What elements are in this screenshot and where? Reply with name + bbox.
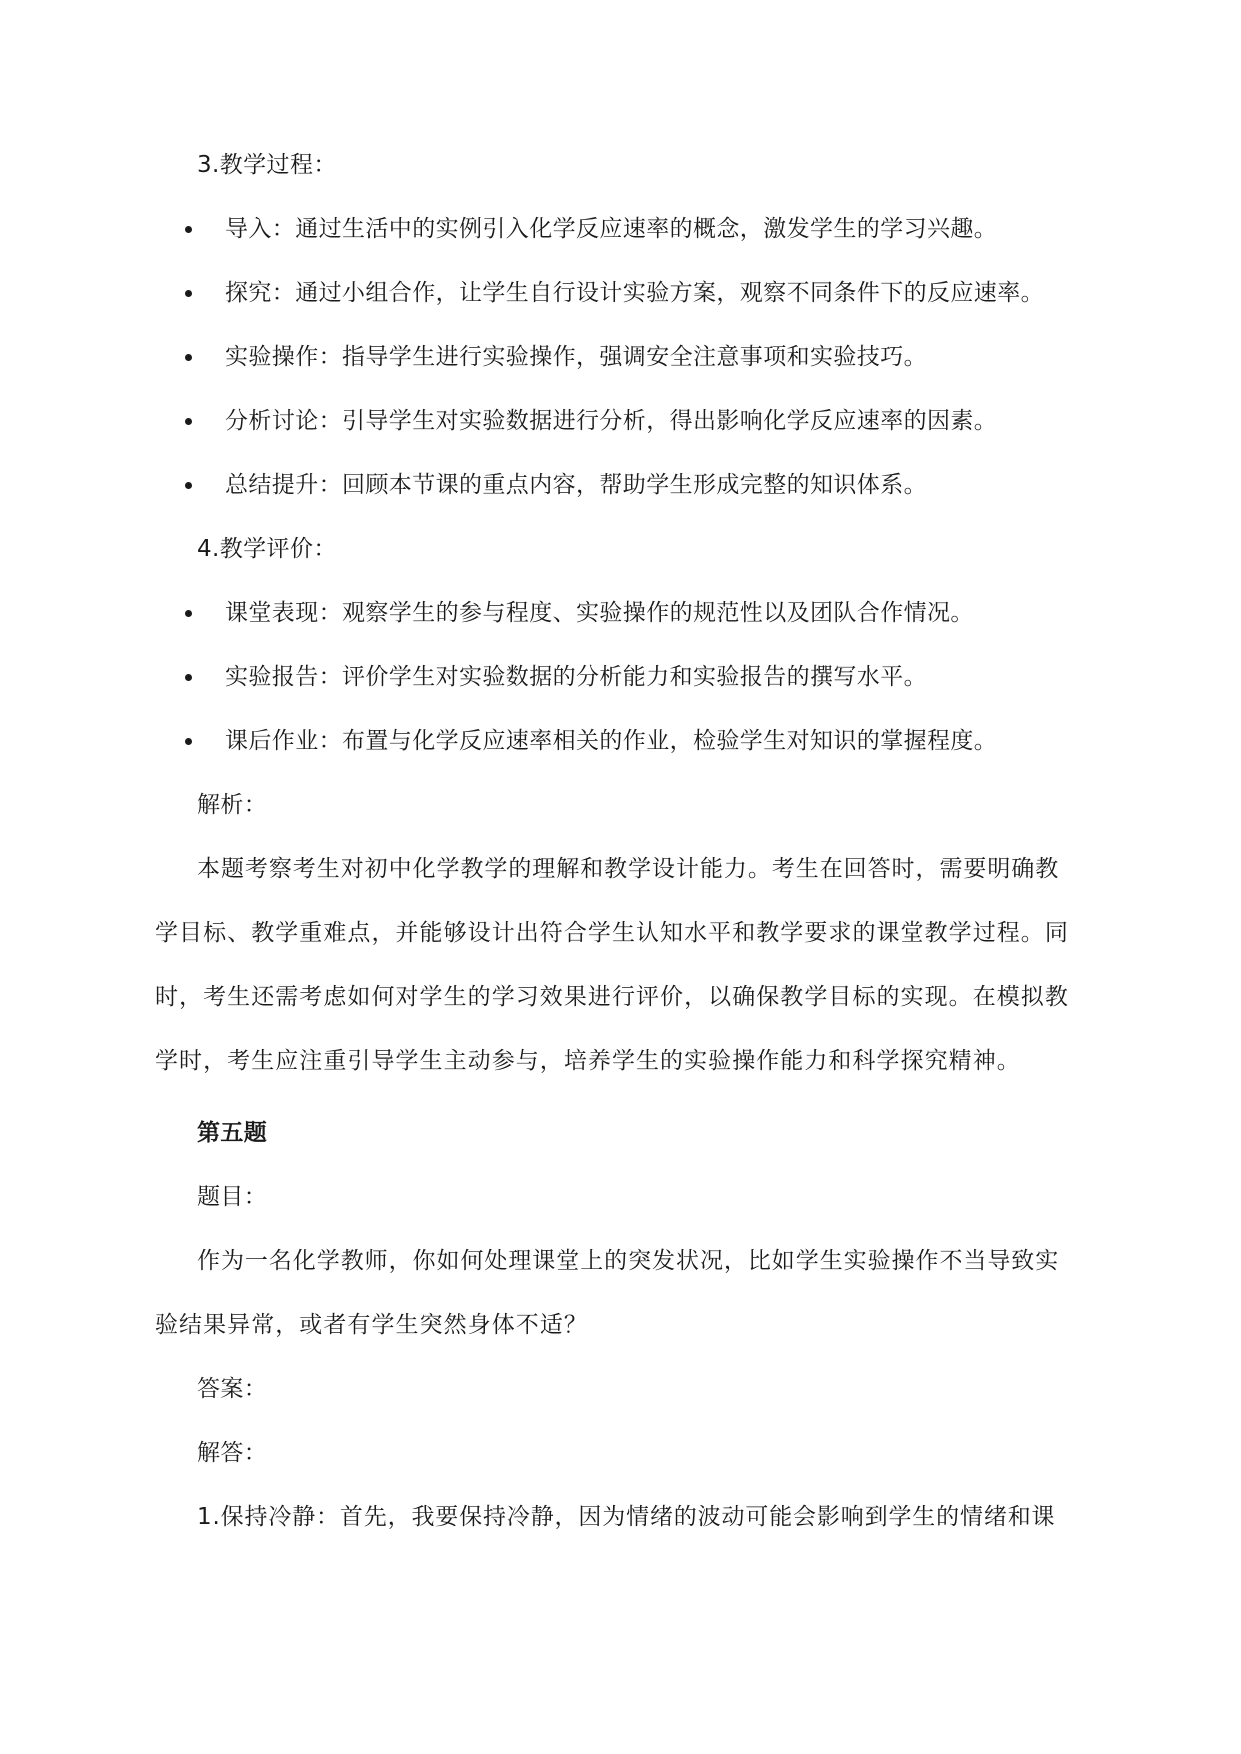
bullet-text: 实验操作：指导学生进行实验操作，强调安全注意事项和实验技巧。 bbox=[225, 344, 927, 370]
solution-point-1: 1.保持冷静：首先，我要保持冷静，因为情绪的波动可能会影响到学生的情绪和课 bbox=[197, 1504, 1056, 1530]
topic-label: 题目： bbox=[197, 1184, 268, 1210]
bullet-icon bbox=[185, 610, 192, 617]
analysis-paragraph-line: 学目标、教学重难点，并能够设计出符合学生认知水平和教学要求的课堂教学过程。同 bbox=[155, 920, 1069, 946]
analysis-paragraph-line: 时，考生还需考虑如何对学生的学习效果进行评价，以确保教学目标的实现。在模拟教 bbox=[155, 984, 1069, 1010]
bullet-text: 总结提升：回顾本节课的重点内容，帮助学生形成完整的知识体系。 bbox=[225, 472, 927, 498]
analysis-paragraph-line: 本题考察考生对初中化学教学的理解和教学设计能力。考生在回答时，需要明确教 bbox=[197, 856, 1060, 882]
analysis-paragraph-line: 学时，考生应注重引导学生主动参与，培养学生的实验操作能力和科学探究精神。 bbox=[155, 1048, 1021, 1074]
question-text-line: 验结果异常，或者有学生突然身体不适？ bbox=[155, 1312, 588, 1338]
bullet-icon bbox=[185, 418, 192, 425]
solution-label: 解答： bbox=[197, 1440, 268, 1466]
bullet-icon bbox=[185, 738, 192, 745]
bullet-text: 实验报告：评价学生对实验数据的分析能力和实验报告的撰写水平。 bbox=[225, 664, 927, 690]
bullet-text: 导入：通过生活中的实例引入化学反应速率的概念，激发学生的学习兴趣。 bbox=[225, 216, 998, 242]
section-3-title: 3.教学过程： bbox=[197, 152, 337, 178]
bullet-text: 课堂表现：观察学生的参与程度、实验操作的规范性以及团队合作情况。 bbox=[225, 600, 974, 626]
analysis-label: 解析： bbox=[197, 792, 268, 818]
section-4-title: 4.教学评价： bbox=[197, 536, 337, 562]
bullet-text: 分析讨论：引导学生对实验数据进行分析，得出影响化学反应速率的因素。 bbox=[225, 408, 998, 434]
bullet-icon bbox=[185, 226, 192, 233]
bullet-icon bbox=[185, 674, 192, 681]
bullet-icon bbox=[185, 354, 192, 361]
bullet-text: 探究：通过小组合作，让学生自行设计实验方案，观察不同条件下的反应速率。 bbox=[225, 280, 1044, 306]
question-text-line: 作为一名化学教师，你如何处理课堂上的突发状况，比如学生实验操作不当导致实 bbox=[197, 1248, 1060, 1274]
question-5-heading: 第五题 bbox=[197, 1120, 268, 1146]
bullet-icon bbox=[185, 290, 192, 297]
answer-label: 答案： bbox=[197, 1376, 268, 1402]
bullet-text: 课后作业：布置与化学反应速率相关的作业，检验学生对知识的掌握程度。 bbox=[225, 728, 998, 754]
bullet-icon bbox=[185, 482, 192, 489]
